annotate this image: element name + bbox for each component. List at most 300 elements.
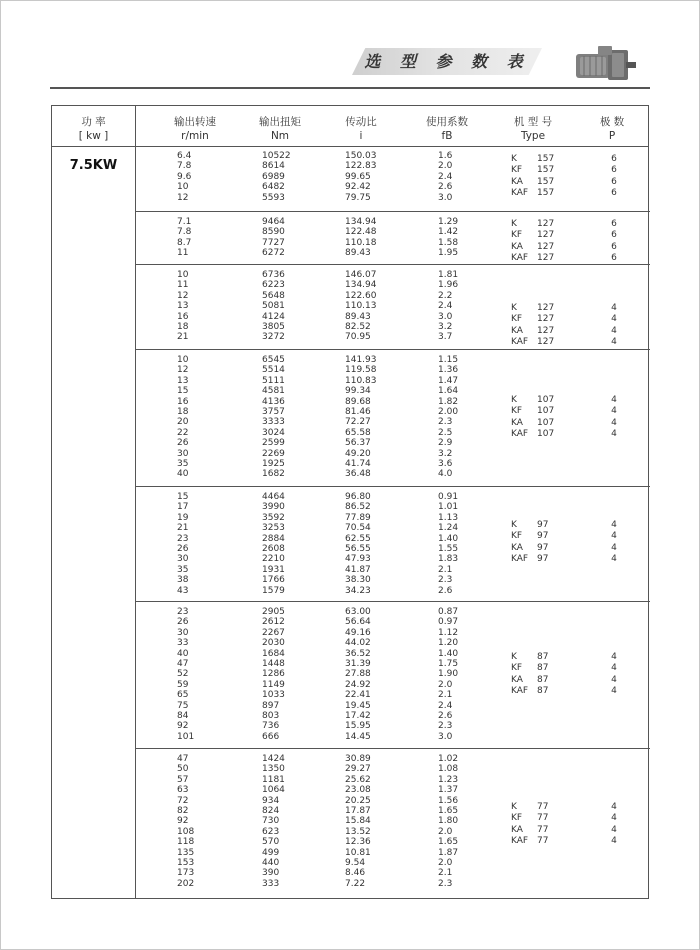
- cell-service-factor: 1.95: [438, 248, 459, 259]
- cell-output-speed: 57: [177, 774, 189, 785]
- cell-ratio: 8.46: [345, 868, 366, 879]
- cell-output-speed: 15: [177, 492, 189, 502]
- cell-output-torque: 5111: [262, 375, 285, 386]
- cell-service-factor: 1.58: [438, 237, 459, 248]
- cell-output-torque: 9464: [262, 217, 285, 227]
- type-row: [135, 219, 650, 230]
- cell-ratio: 79.75: [345, 192, 371, 203]
- cell-output-speed: 10: [177, 182, 189, 193]
- type-poles: 6: [611, 219, 617, 229]
- cell-ratio: 77.89: [345, 512, 371, 523]
- header-output-speed-unit: r/min: [181, 130, 209, 142]
- type-model: KAF: [511, 253, 529, 264]
- table-row: [135, 376, 650, 386]
- cell-ratio: 15.84: [345, 816, 371, 827]
- header-rule: [50, 87, 650, 89]
- cell-service-factor: 1.64: [438, 386, 459, 397]
- cell-ratio: 141.93: [345, 355, 377, 365]
- cell-service-factor: 2.6: [438, 182, 453, 193]
- cell-ratio: 122.83: [345, 161, 377, 172]
- cell-output-torque: 1149: [262, 679, 285, 690]
- cell-output-speed: 26: [177, 543, 189, 554]
- cell-service-factor: 3.2: [438, 321, 453, 332]
- cell-service-factor: 2.6: [438, 585, 453, 596]
- cell-output-speed: 12: [177, 290, 189, 301]
- type-size: 87: [537, 663, 549, 674]
- type-row: [135, 802, 650, 813]
- cell-output-speed: 22: [177, 427, 189, 438]
- type-poles: 4: [611, 417, 617, 428]
- cell-ratio: 23.08: [345, 785, 371, 796]
- table-group: [135, 486, 650, 602]
- header-service-factor-unit: fB: [441, 130, 453, 142]
- cell-ratio: 56.64: [345, 617, 371, 628]
- cell-ratio: 96.80: [345, 492, 371, 502]
- cell-output-torque: 3253: [262, 523, 285, 534]
- cell-output-torque: 623: [262, 826, 280, 837]
- table-row: [135, 764, 650, 774]
- cell-service-factor: 2.3: [438, 721, 453, 732]
- cell-service-factor: 1.40: [438, 533, 459, 544]
- type-poles: 4: [611, 314, 617, 325]
- cell-ratio: 27.88: [345, 669, 371, 680]
- type-size: 97: [537, 531, 549, 542]
- table-row: [135, 617, 650, 627]
- cell-ratio: 89.68: [345, 396, 371, 407]
- cell-ratio: 49.20: [345, 448, 371, 459]
- cell-output-speed: 26: [177, 617, 189, 628]
- cell-service-factor: 2.3: [438, 417, 453, 428]
- type-row: [135, 429, 650, 440]
- type-model: KF: [511, 531, 523, 542]
- cell-service-factor: 2.0: [438, 679, 453, 690]
- cell-output-torque: 1350: [262, 764, 285, 775]
- type-size: 157: [537, 188, 555, 199]
- cell-service-factor: 2.4: [438, 301, 453, 312]
- type-row: [135, 177, 650, 188]
- type-size: 157: [537, 154, 555, 164]
- cell-output-torque: 6545: [262, 355, 285, 365]
- cell-output-torque: 1286: [262, 669, 285, 680]
- type-row: [135, 531, 650, 542]
- cell-output-speed: 92: [177, 721, 189, 732]
- cell-output-speed: 26: [177, 438, 189, 449]
- cell-output-torque: 1424: [262, 754, 285, 764]
- cell-ratio: 119.58: [345, 365, 377, 376]
- cell-ratio: 92.42: [345, 182, 371, 193]
- type-model: KA: [511, 417, 523, 428]
- cell-output-torque: 2905: [262, 607, 285, 617]
- type-model: KA: [511, 674, 523, 685]
- table-group: [135, 146, 650, 211]
- cell-ratio: 122.48: [345, 227, 377, 238]
- cell-output-speed: 7.8: [177, 227, 192, 238]
- type-row: [135, 395, 650, 406]
- cell-output-torque: 7727: [262, 237, 285, 248]
- type-poles: 4: [611, 663, 617, 674]
- cell-service-factor: 1.20: [438, 638, 459, 649]
- cell-ratio: 9.54: [345, 857, 366, 868]
- cell-output-speed: 30: [177, 627, 189, 638]
- cell-output-torque: 5593: [262, 192, 285, 203]
- type-model: KF: [511, 165, 523, 176]
- cell-service-factor: 2.0: [438, 161, 453, 172]
- type-poles: 4: [611, 303, 617, 313]
- cell-output-torque: 1682: [262, 469, 285, 480]
- cell-service-factor: 2.4: [438, 171, 453, 182]
- type-size: 107: [537, 417, 555, 428]
- table-row: [135, 502, 650, 512]
- cell-output-speed: 40: [177, 648, 189, 659]
- header-power-unit: [ kw ]: [78, 130, 109, 142]
- header-power: [52, 106, 135, 146]
- cell-service-factor: 1.23: [438, 774, 459, 785]
- cell-service-factor: 1.80: [438, 816, 459, 827]
- cell-output-speed: 23: [177, 533, 189, 544]
- type-row: [135, 242, 650, 253]
- cell-service-factor: 1.36: [438, 365, 459, 376]
- cell-output-speed: 10: [177, 270, 189, 280]
- header-output-torque: [250, 106, 310, 146]
- type-poles: 4: [611, 836, 617, 847]
- type-row: [135, 520, 650, 534]
- type-poles: 6: [611, 241, 617, 252]
- cell-output-torque: 934: [262, 795, 280, 806]
- table-row: [135, 459, 650, 469]
- type-size: 107: [537, 395, 555, 405]
- type-size: 127: [537, 253, 555, 264]
- cell-output-torque: 1181: [262, 774, 285, 785]
- cell-service-factor: 1.82: [438, 396, 459, 407]
- cell-output-torque: 1931: [262, 564, 285, 575]
- cell-service-factor: 2.4: [438, 700, 453, 711]
- page-title: 选 型 参 数 表: [364, 52, 530, 71]
- cell-ratio: 19.45: [345, 700, 371, 711]
- cell-ratio: 63.00: [345, 607, 371, 617]
- cell-output-torque: 5081: [262, 301, 285, 312]
- cell-service-factor: 3.0: [438, 192, 453, 203]
- table-row: [135, 638, 650, 648]
- cell-ratio: 62.55: [345, 533, 371, 544]
- type-size: 97: [537, 520, 549, 530]
- cell-service-factor: 3.0: [438, 311, 453, 322]
- type-poles: 6: [611, 253, 617, 264]
- cell-output-torque: 1684: [262, 648, 285, 659]
- type-model: KA: [511, 176, 523, 187]
- cell-output-torque: 6272: [262, 248, 285, 259]
- type-row: [135, 652, 650, 663]
- cell-output-speed: 30: [177, 448, 189, 459]
- cell-ratio: 12.36: [345, 837, 371, 848]
- cell-output-torque: 10522: [262, 151, 291, 161]
- cell-output-speed: 21: [177, 332, 189, 343]
- header-ratio: [336, 106, 386, 146]
- type-size: 77: [537, 813, 549, 824]
- type-size: 77: [537, 824, 549, 835]
- cell-service-factor: 1.12: [438, 627, 459, 638]
- table-row: [135, 586, 650, 596]
- type-size: 77: [537, 802, 549, 812]
- cell-service-factor: 0.91: [438, 492, 459, 502]
- type-row: [135, 554, 650, 565]
- type-size: 77: [537, 836, 549, 847]
- cell-output-torque: 1033: [262, 690, 285, 701]
- type-row: [135, 311, 650, 325]
- type-size: 157: [537, 176, 555, 187]
- cell-ratio: 24.92: [345, 679, 371, 690]
- cell-ratio: 25.62: [345, 774, 371, 785]
- cell-service-factor: 1.24: [438, 523, 459, 534]
- cell-service-factor: 1.87: [438, 847, 459, 858]
- cell-output-speed: 13: [177, 375, 189, 386]
- cell-output-speed: 11: [177, 280, 189, 291]
- type-row: [135, 418, 650, 429]
- cell-ratio: 31.39: [345, 658, 371, 669]
- cell-service-factor: 2.6: [438, 710, 453, 721]
- type-size: 97: [537, 542, 549, 553]
- cell-output-torque: 736: [262, 721, 280, 732]
- cell-output-torque: 1925: [262, 458, 285, 469]
- type-row: [135, 303, 650, 314]
- table-row: [135, 291, 650, 301]
- cell-output-speed: 7.8: [177, 161, 192, 172]
- table-row: [135, 607, 650, 617]
- type-row: [135, 230, 650, 241]
- cell-output-torque: 5514: [262, 365, 285, 376]
- type-model: K: [511, 395, 517, 405]
- cell-output-speed: 33: [177, 638, 189, 649]
- type-poles: 4: [611, 429, 617, 440]
- cell-service-factor: 3.6: [438, 458, 453, 469]
- cell-ratio: 22.41: [345, 690, 371, 701]
- cell-service-factor: 1.55: [438, 543, 459, 554]
- cell-ratio: 110.13: [345, 301, 377, 312]
- cell-output-torque: 730: [262, 816, 280, 827]
- cell-output-torque: 2269: [262, 448, 285, 459]
- cell-output-torque: 4124: [262, 311, 285, 322]
- cell-ratio: 17.87: [345, 805, 371, 816]
- cell-output-torque: 5648: [262, 290, 285, 301]
- table-row: [135, 355, 650, 365]
- header-output-torque-label: 输出扭矩: [259, 116, 301, 128]
- type-model: KA: [511, 241, 523, 252]
- cell-output-torque: 1579: [262, 585, 285, 596]
- cell-service-factor: 2.00: [438, 406, 459, 417]
- cell-ratio: 38.30: [345, 575, 371, 586]
- cell-output-speed: 43: [177, 585, 189, 596]
- type-poles: 6: [611, 165, 617, 176]
- cell-output-torque: 1766: [262, 575, 285, 586]
- cell-output-speed: 6.4: [177, 151, 192, 161]
- type-row: [135, 543, 650, 554]
- type-row: [135, 663, 650, 674]
- cell-output-torque: 499: [262, 847, 280, 858]
- cell-output-torque: 4136: [262, 396, 285, 407]
- cell-output-speed: 153: [177, 857, 195, 868]
- type-model: KF: [511, 314, 523, 325]
- cell-service-factor: 0.87: [438, 607, 459, 617]
- power-value: 7.5KW: [69, 158, 118, 173]
- cell-output-torque: 6482: [262, 182, 285, 193]
- table-row: [135, 721, 650, 731]
- cell-output-torque: 2884: [262, 533, 285, 544]
- cell-service-factor: 2.5: [438, 427, 453, 438]
- type-model: KA: [511, 325, 523, 336]
- cell-ratio: 13.52: [345, 826, 371, 837]
- type-row: [135, 813, 650, 827]
- cell-ratio: 30.89: [345, 754, 371, 764]
- type-row: [135, 253, 650, 264]
- type-row: [135, 675, 650, 686]
- type-size: 127: [537, 230, 555, 241]
- cell-output-torque: 1448: [262, 658, 285, 669]
- cell-output-speed: 12: [177, 365, 189, 376]
- cell-output-speed: 15: [177, 386, 189, 397]
- cell-output-speed: 11: [177, 248, 189, 259]
- cell-service-factor: 4.0: [438, 469, 453, 480]
- cell-output-torque: 3024: [262, 427, 285, 438]
- type-size: 127: [537, 337, 555, 348]
- cell-output-torque: 3333: [262, 417, 285, 428]
- group-types: [135, 802, 650, 848]
- cell-output-speed: 52: [177, 669, 189, 680]
- cell-service-factor: 1.29: [438, 217, 459, 227]
- table-row: [135, 754, 650, 764]
- type-size: 87: [537, 652, 549, 662]
- type-model: K: [511, 303, 517, 313]
- cell-output-speed: 16: [177, 311, 189, 322]
- cell-output-speed: 63: [177, 785, 189, 796]
- cell-output-torque: 824: [262, 805, 280, 816]
- cell-ratio: 72.27: [345, 417, 371, 428]
- cell-output-speed: 30: [177, 554, 189, 565]
- cell-output-torque: 2267: [262, 627, 285, 638]
- cell-output-speed: 92: [177, 816, 189, 827]
- cell-output-speed: 35: [177, 458, 189, 469]
- type-poles: 4: [611, 802, 617, 812]
- cell-output-speed: 16: [177, 396, 189, 407]
- type-row: [135, 406, 650, 417]
- header-type-label: 机 型 号: [513, 116, 553, 128]
- type-model: K: [511, 219, 517, 229]
- cell-ratio: 150.03: [345, 151, 377, 161]
- cell-output-torque: 3272: [262, 332, 285, 343]
- cell-output-speed: 40: [177, 469, 189, 480]
- type-model: K: [511, 520, 517, 530]
- type-poles: 4: [611, 531, 617, 542]
- group-types: [135, 395, 650, 441]
- cell-service-factor: 2.3: [438, 878, 453, 889]
- cell-ratio: 56.37: [345, 438, 371, 449]
- gear-motor-icon: [570, 44, 640, 86]
- cell-output-torque: 333: [262, 878, 280, 889]
- cell-output-speed: 7.1: [177, 217, 192, 227]
- selection-table: [51, 105, 649, 899]
- cell-output-speed: 18: [177, 321, 189, 332]
- table-row: [135, 879, 650, 889]
- cell-output-torque: 666: [262, 731, 280, 742]
- header-output-torque-unit: Nm: [270, 130, 290, 142]
- type-poles: 4: [611, 686, 617, 697]
- type-poles: 4: [611, 325, 617, 336]
- type-row: [135, 836, 650, 847]
- cell-service-factor: 0.97: [438, 617, 459, 628]
- cell-service-factor: 2.1: [438, 690, 453, 701]
- type-poles: 4: [611, 395, 617, 405]
- type-model: K: [511, 802, 517, 812]
- header-type: [503, 106, 563, 146]
- type-model: KF: [511, 406, 523, 417]
- table-row: [135, 775, 650, 785]
- cell-output-torque: 3990: [262, 502, 285, 513]
- cell-service-factor: 1.90: [438, 669, 459, 680]
- group-types: [135, 652, 650, 701]
- cell-ratio: 47.93: [345, 554, 371, 565]
- group-types: [135, 520, 650, 566]
- cell-output-torque: 2030: [262, 638, 285, 649]
- header-poles: [587, 106, 637, 146]
- table-group: [135, 601, 650, 749]
- type-size: 127: [537, 219, 555, 229]
- cell-output-torque: 2599: [262, 438, 285, 449]
- cell-output-torque: 897: [262, 700, 280, 711]
- cell-output-speed: 10: [177, 355, 189, 365]
- type-poles: 4: [611, 824, 617, 835]
- type-poles: 4: [611, 554, 617, 565]
- type-size: 107: [537, 406, 555, 417]
- type-model: KAF: [511, 686, 529, 697]
- table-group: [135, 211, 650, 265]
- header-output-speed: [165, 106, 225, 146]
- type-model: KA: [511, 542, 523, 553]
- type-size: 127: [537, 325, 555, 336]
- cell-ratio: 89.43: [345, 311, 371, 322]
- cell-service-factor: 1.83: [438, 554, 459, 565]
- table-row: [135, 701, 650, 711]
- cell-output-speed: 17: [177, 502, 189, 513]
- cell-output-torque: 2210: [262, 554, 285, 565]
- cell-service-factor: 1.37: [438, 785, 459, 796]
- cell-ratio: 36.48: [345, 469, 371, 480]
- cell-output-torque: 2608: [262, 543, 285, 554]
- cell-service-factor: 3.0: [438, 731, 453, 742]
- cell-ratio: 44.02: [345, 638, 371, 649]
- cell-ratio: 81.46: [345, 406, 371, 417]
- cell-service-factor: 1.96: [438, 280, 459, 291]
- cell-output-speed: 23: [177, 607, 189, 617]
- cell-output-torque: 803: [262, 710, 280, 721]
- cell-service-factor: 1.47: [438, 375, 459, 386]
- cell-service-factor: 2.9: [438, 438, 453, 449]
- cell-output-speed: 50: [177, 764, 189, 775]
- cell-ratio: 14.45: [345, 731, 371, 742]
- type-size: 127: [537, 241, 555, 252]
- type-row: [135, 188, 650, 199]
- cell-ratio: 110.83: [345, 375, 377, 386]
- table-row: [135, 270, 650, 280]
- header-ratio-label: 传动比: [345, 116, 377, 128]
- cell-service-factor: 1.01: [438, 502, 459, 513]
- cell-service-factor: 1.6: [438, 151, 453, 161]
- type-model: KAF: [511, 337, 529, 348]
- cell-service-factor: 2.3: [438, 575, 453, 586]
- table-row: [135, 858, 650, 868]
- type-size: 127: [537, 303, 555, 313]
- cell-service-factor: 2.0: [438, 857, 453, 868]
- type-poles: 6: [611, 176, 617, 187]
- table-row: [135, 785, 650, 795]
- cell-output-speed: 47: [177, 658, 189, 669]
